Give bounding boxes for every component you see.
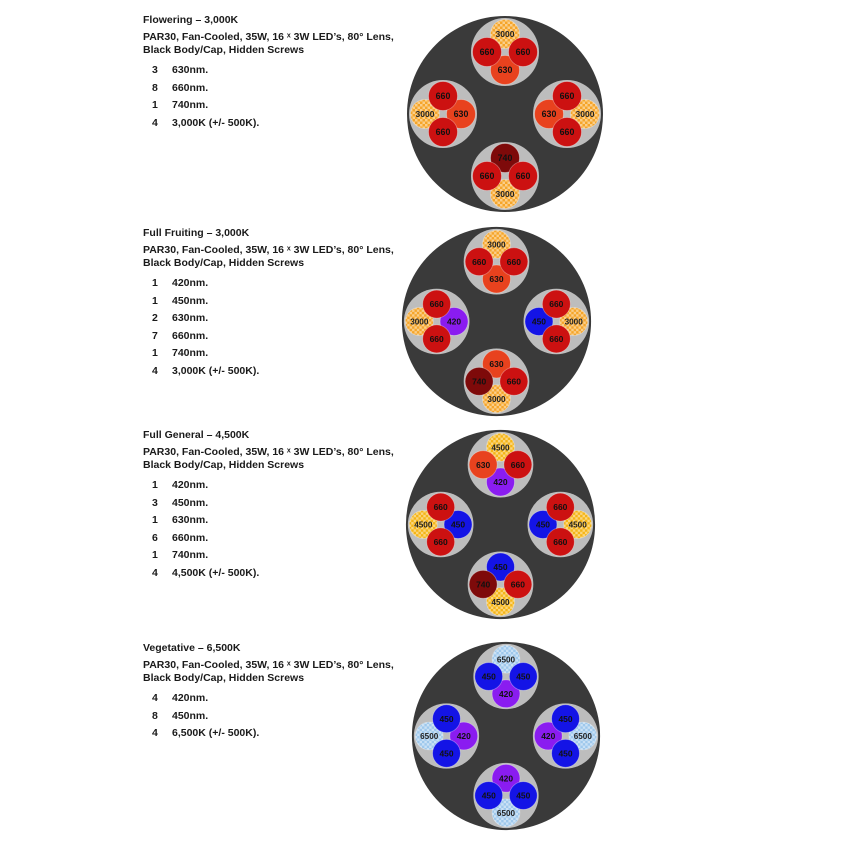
spec-list xyxy=(152,277,259,383)
fixture-title: Full Fruiting – 3,000K xyxy=(143,227,250,239)
spec-count: 3 xyxy=(152,64,158,76)
led-label: 450 xyxy=(481,790,496,801)
led-label: 660 xyxy=(429,299,444,310)
spec-row xyxy=(152,692,259,710)
led-label: 4500 xyxy=(491,443,510,453)
spec-count: 1 xyxy=(152,347,158,360)
spec-row xyxy=(152,330,259,348)
spec-label: 630nm. xyxy=(172,514,209,527)
spec-label: 630nm. xyxy=(172,312,209,325)
led-label: 4500 xyxy=(568,520,587,530)
led-label: 450 xyxy=(516,671,531,682)
led-label: 660 xyxy=(433,502,448,513)
led-label: 450 xyxy=(558,713,573,724)
spec-count: 4 xyxy=(152,116,158,129)
led-label: 450 xyxy=(531,316,547,327)
led-label: 3000 xyxy=(575,109,595,120)
description-line-2: Black Body/Cap, Hidden Screws xyxy=(143,44,305,56)
veg-pod-left-icon xyxy=(414,703,479,768)
fruit-pod-top-icon xyxy=(464,229,530,295)
led-label: 660 xyxy=(549,333,564,344)
fixture-description xyxy=(143,244,394,270)
spec-label: 660nm. xyxy=(172,531,209,544)
spec-count: 6 xyxy=(152,531,158,544)
led-label: 450 xyxy=(558,748,573,759)
led-label: 450 xyxy=(439,748,454,759)
led-label: 660 xyxy=(549,299,564,310)
spec-count: 2 xyxy=(152,312,158,325)
led-label: 450 xyxy=(450,519,466,530)
led-label: 3000 xyxy=(495,29,515,40)
led-layout-diagram-full-general xyxy=(404,428,597,621)
led-label: 660 xyxy=(553,536,568,547)
spec-list xyxy=(152,64,259,134)
general-pod-left-icon xyxy=(408,492,474,558)
led-label: 660 xyxy=(510,459,525,470)
led-label: 660 xyxy=(479,171,495,182)
spec-row xyxy=(152,82,259,100)
spec-label: 740nm. xyxy=(172,347,209,360)
description-line-1: PAR30, Fan-Cooled, 35W, 16 ˣ 3W LED’s, 80° Lens, xyxy=(143,244,394,256)
spec-label: 450nm. xyxy=(172,709,209,722)
spec-row xyxy=(152,497,259,515)
led-label: 660 xyxy=(435,91,451,102)
description-line-1: PAR30, Fan-Cooled, 35W, 16 ˣ 3W LED’s, 80° Lens, xyxy=(143,446,394,458)
spec-label: 450nm. xyxy=(172,496,209,509)
spec-label: 420nm. xyxy=(172,479,209,491)
spec-label: 4,500K (+/- 500K). xyxy=(172,566,260,579)
fixture-title: Flowering – 3,000K xyxy=(143,14,239,26)
fixture-description xyxy=(143,31,394,57)
veg-pod-right-icon xyxy=(533,703,598,768)
led-label: 450 xyxy=(481,671,496,682)
spec-row xyxy=(152,347,259,365)
flower-pod-right-icon xyxy=(533,80,601,148)
spec-row xyxy=(152,365,259,383)
led-label: 3000 xyxy=(410,317,429,327)
spec-row xyxy=(152,479,259,497)
led-label: 4500 xyxy=(491,597,510,607)
led-label: 630 xyxy=(489,274,504,285)
led-label: 660 xyxy=(506,256,521,267)
spec-count: 4 xyxy=(152,692,158,704)
led-label: 630 xyxy=(453,109,469,120)
spec-count: 8 xyxy=(152,709,158,722)
spec-list xyxy=(152,479,259,585)
spec-count: 1 xyxy=(152,294,158,307)
description-line-2: Black Body/Cap, Hidden Screws xyxy=(143,459,305,471)
spec-row xyxy=(152,277,259,295)
led-label: 660 xyxy=(435,127,451,138)
led-label: 660 xyxy=(479,47,495,58)
led-label: 630 xyxy=(497,65,513,76)
spec-label: 6,500K (+/- 500K). xyxy=(172,727,260,740)
spec-label: 660nm. xyxy=(172,329,209,342)
led-label: 3000 xyxy=(415,109,435,120)
description-line-1: PAR30, Fan-Cooled, 35W, 16 ˣ 3W LED’s, 80° Lens, xyxy=(143,31,394,43)
led-label: 660 xyxy=(515,47,531,58)
led-label: 660 xyxy=(506,376,521,387)
spec-label: 420nm. xyxy=(172,692,209,704)
general-pod-top-icon xyxy=(468,432,534,498)
led-label: 6500 xyxy=(496,655,516,665)
spec-row xyxy=(152,117,259,135)
led-label: 660 xyxy=(553,502,568,513)
flower-pod-left-icon xyxy=(409,80,477,148)
fixture-title: Vegetative – 6,500K xyxy=(143,642,241,654)
led-label: 6500 xyxy=(420,732,439,742)
led-layout-diagram-flowering xyxy=(405,14,605,214)
description-line-2: Black Body/Cap, Hidden Screws xyxy=(143,672,305,684)
spec-count: 4 xyxy=(152,566,158,579)
fixture-description xyxy=(143,446,394,472)
led-label: 660 xyxy=(515,171,531,182)
spec-count: 3 xyxy=(152,496,158,509)
led-label: 420 xyxy=(446,316,462,327)
spec-label: 740nm. xyxy=(172,99,209,112)
spec-count: 8 xyxy=(152,81,158,94)
led-layout-diagram-vegetative xyxy=(410,640,602,832)
spec-label: 450nm. xyxy=(172,294,209,307)
led-label: 630 xyxy=(541,109,557,120)
led-label: 630 xyxy=(476,459,491,470)
spec-label: 660nm. xyxy=(172,81,209,94)
general-pod-bottom-icon xyxy=(468,552,534,618)
spec-count: 1 xyxy=(152,277,158,289)
led-label: 420 xyxy=(493,477,508,488)
led-label: 630 xyxy=(489,359,504,370)
led-label: 6500 xyxy=(573,732,592,742)
fruit-pod-right-icon xyxy=(524,289,590,355)
spec-list xyxy=(152,692,259,745)
led-label: 3000 xyxy=(564,317,583,327)
led-label: 450 xyxy=(516,790,531,801)
spec-row xyxy=(152,727,259,745)
spec-count: 4 xyxy=(152,727,158,740)
spec-row xyxy=(152,549,259,567)
led-label: 450 xyxy=(493,562,508,573)
led-label: 420 xyxy=(498,688,514,699)
spec-count: 1 xyxy=(152,99,158,112)
spec-count: 1 xyxy=(152,549,158,562)
spec-row xyxy=(152,295,259,313)
led-label: 740 xyxy=(472,376,487,387)
general-pod-right-icon xyxy=(528,492,594,558)
led-label: 4500 xyxy=(414,520,433,530)
fruit-pod-bottom-icon xyxy=(464,349,530,415)
led-label: 3000 xyxy=(487,394,506,404)
spec-row xyxy=(152,99,259,117)
spec-count: 1 xyxy=(152,479,158,491)
led-label: 450 xyxy=(439,713,454,724)
led-label: 3000 xyxy=(487,240,506,250)
led-label: 660 xyxy=(429,333,444,344)
spec-row xyxy=(152,567,259,585)
flower-pod-bottom-icon xyxy=(471,142,539,210)
led-label: 660 xyxy=(433,536,448,547)
spec-label: 3,000K (+/- 500K). xyxy=(172,116,260,129)
fruit-pod-left-icon xyxy=(404,289,470,355)
led-label: 420 xyxy=(456,731,471,742)
spec-count: 1 xyxy=(152,514,158,527)
led-label: 420 xyxy=(541,731,556,742)
led-label: 740 xyxy=(497,153,513,164)
veg-pod-bottom-icon xyxy=(473,763,538,828)
description-line-2: Black Body/Cap, Hidden Screws xyxy=(143,257,305,269)
spec-label: 420nm. xyxy=(172,277,209,289)
flower-pod-top-icon xyxy=(471,18,539,86)
veg-pod-top-icon xyxy=(473,644,538,709)
spec-row xyxy=(152,532,259,550)
spec-row xyxy=(152,514,259,532)
led-label: 660 xyxy=(559,127,575,138)
fixture-title: Full General – 4,500K xyxy=(143,429,250,441)
spec-label: 740nm. xyxy=(172,549,209,562)
led-label: 740 xyxy=(476,579,491,590)
led-label: 660 xyxy=(510,579,525,590)
spec-row xyxy=(152,710,259,728)
spec-count: 4 xyxy=(152,364,158,377)
spec-row xyxy=(152,312,259,330)
led-layout-diagram-full-fruiting xyxy=(400,225,593,418)
led-label: 420 xyxy=(498,773,514,784)
led-label: 450 xyxy=(535,519,551,530)
spec-count: 7 xyxy=(152,329,158,342)
description-line-1: PAR30, Fan-Cooled, 35W, 16 ˣ 3W LED’s, 80° Lens, xyxy=(143,659,394,671)
led-label: 660 xyxy=(559,91,575,102)
spec-label: 630nm. xyxy=(172,64,209,76)
fixture-description xyxy=(143,659,394,685)
led-label: 660 xyxy=(472,256,487,267)
led-label: 6500 xyxy=(496,808,516,818)
spec-row xyxy=(152,64,259,82)
spec-label: 3,000K (+/- 500K). xyxy=(172,364,260,377)
led-label: 3000 xyxy=(495,189,515,200)
